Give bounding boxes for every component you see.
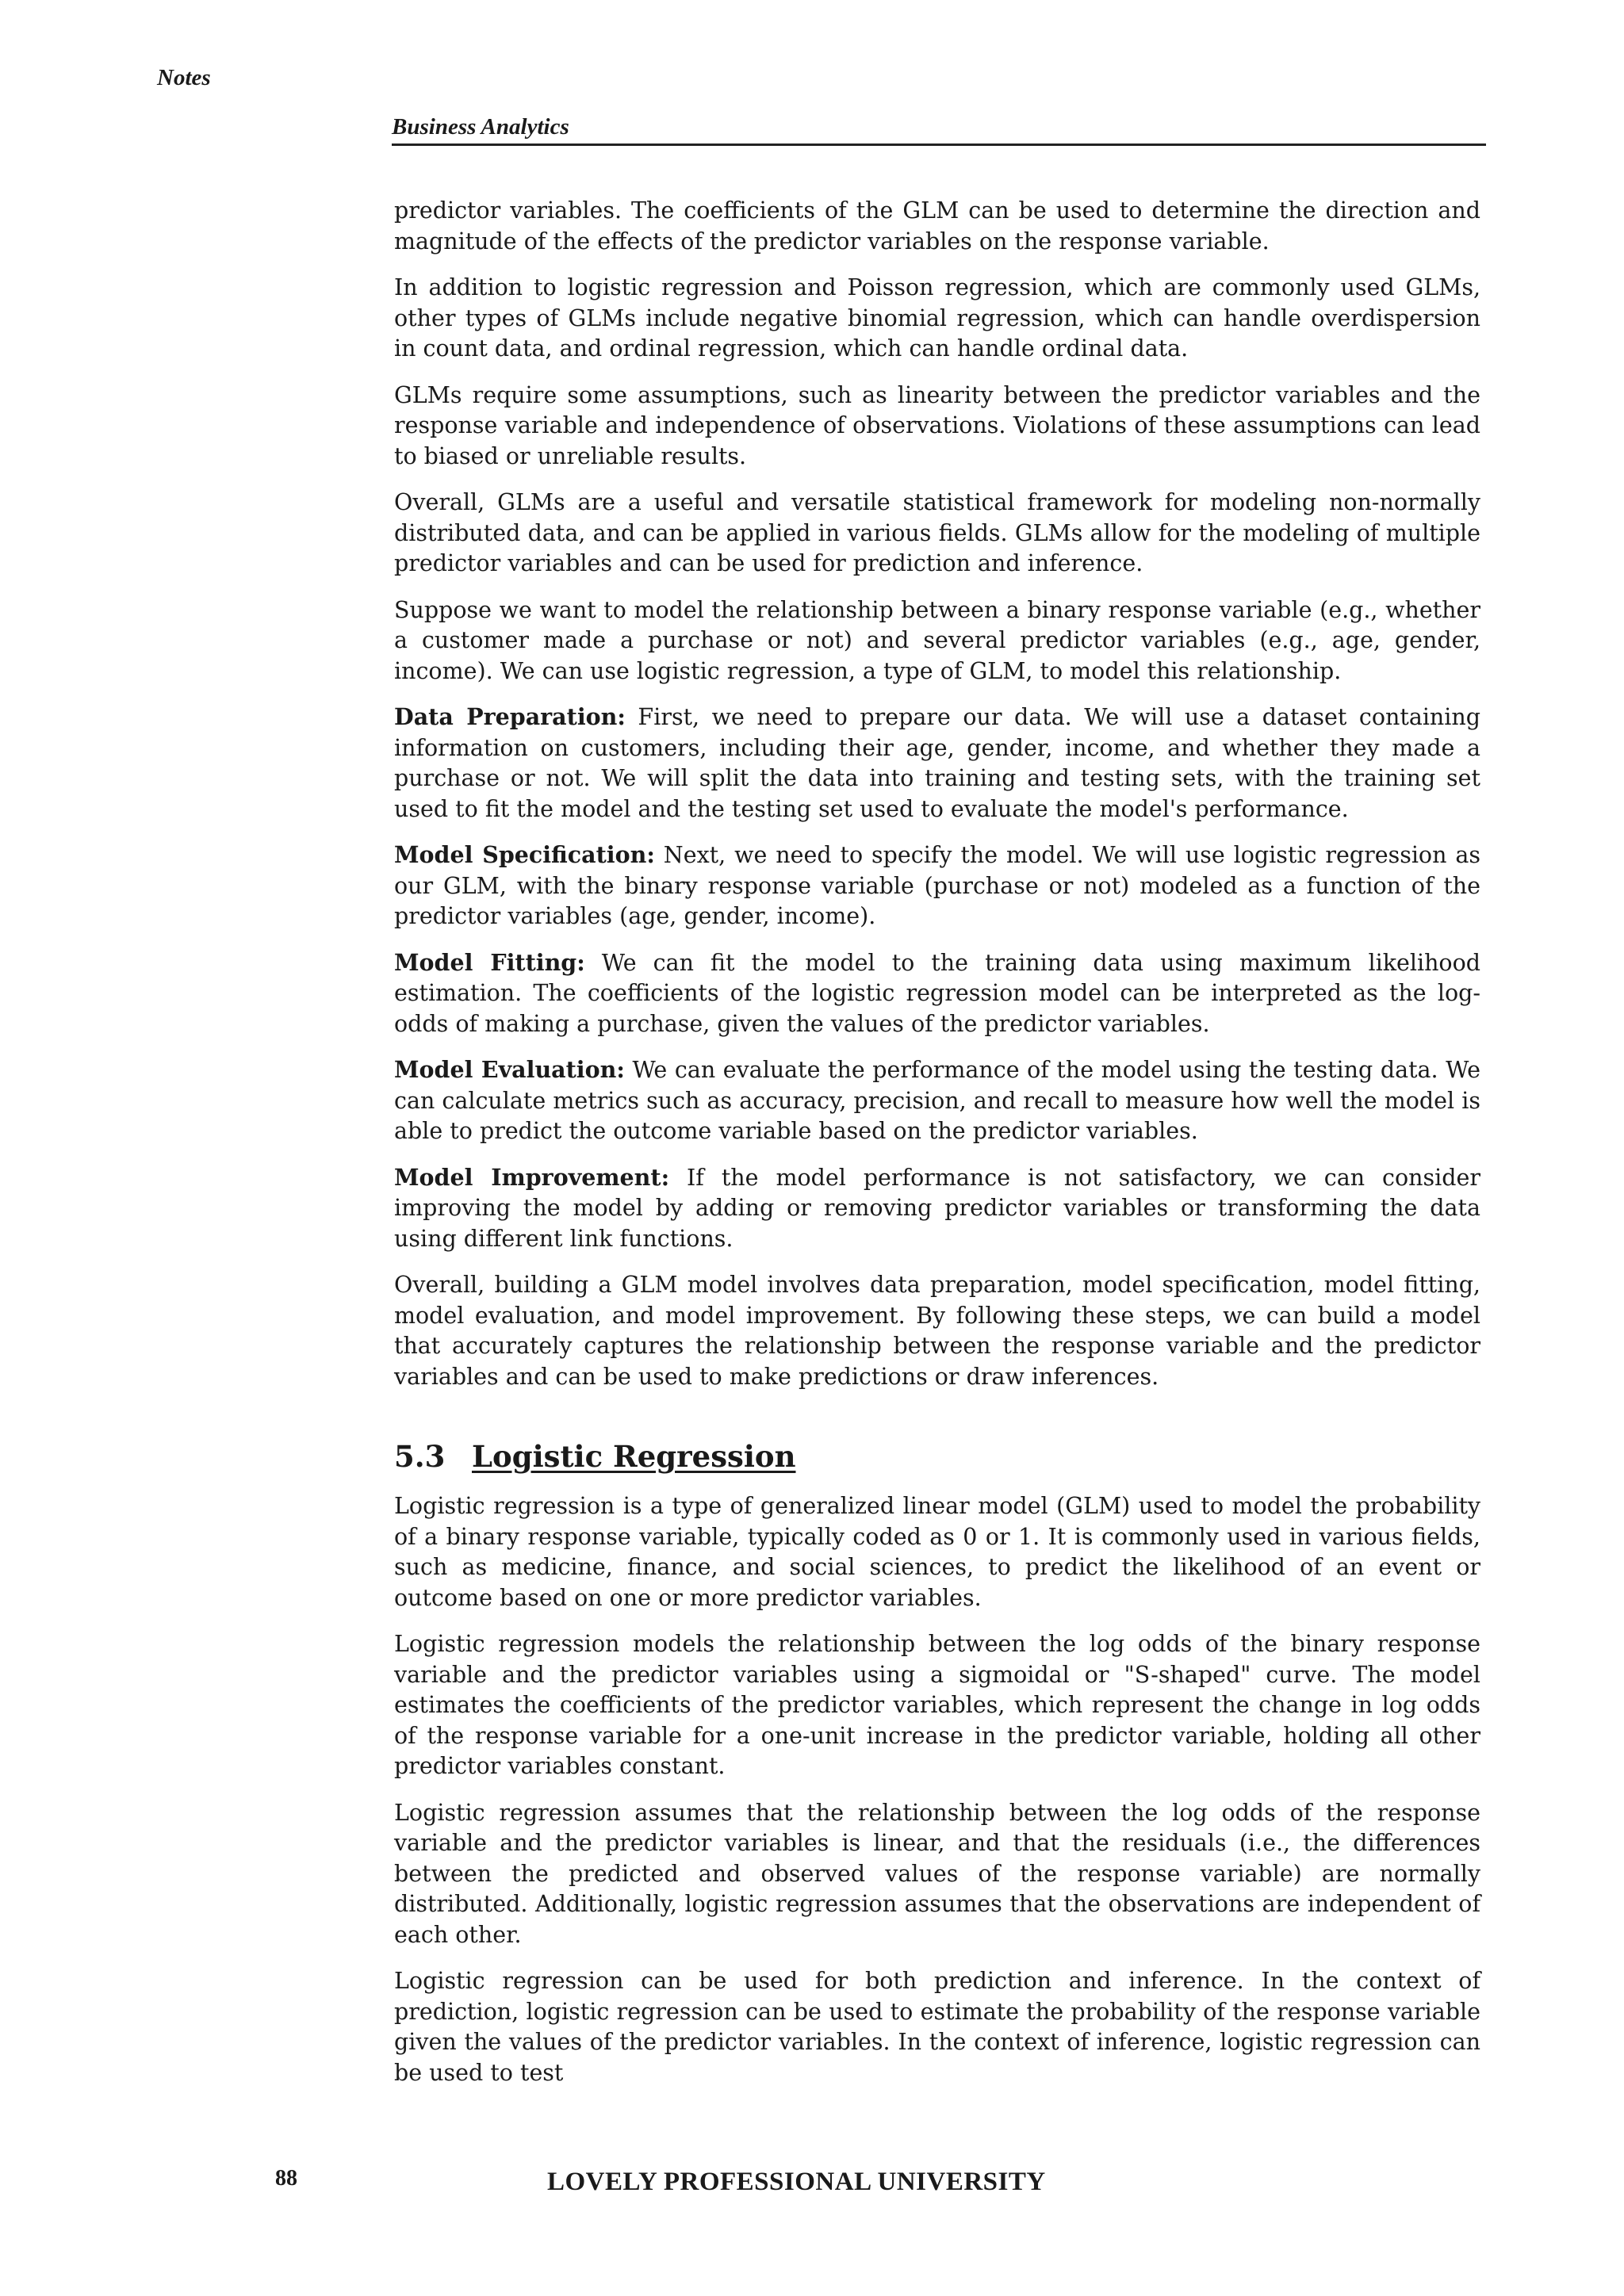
body-paragraph [394, 840, 1480, 932]
paragraph-lead: Model Evaluation: [394, 1056, 625, 1083]
body-paragraph [394, 380, 1480, 473]
body-paragraph [394, 1054, 1480, 1147]
section-number: 5.3 [394, 1439, 446, 1474]
paragraph-text: GLMs require some assumptions, such as linearity between the predictor variables and the response variable and independence of observations. Violations of these assumptions can lead to biased or unreliable results. [394, 381, 1480, 469]
body-paragraph [394, 1965, 1480, 2088]
paragraph-text: Next, we need to specify the model. We will use logistic regression as our GLM, with the binary response variable (purchase or not) modeled as a function of the predictor variables (age, gender, income). [394, 842, 1480, 929]
body-paragraph [394, 195, 1480, 257]
running-header-title: Business Analytics [392, 114, 1486, 146]
paragraph-text: In addition to logistic regression and Poisson regression, which are commonly used GLMs, other types of GLMs include negative binomial regression, which can handle overdispersion in count data, and ordinal regression, which can handle ordinal data. [394, 274, 1480, 362]
body-paragraph [394, 487, 1480, 580]
paragraph-text: If the model performance is not satisfactory, we can consider improving the model by adding or removing predictor variables or transforming the data using different link functions. [394, 1164, 1480, 1252]
body-paragraph [394, 1797, 1480, 1951]
paragraph-text: Overall, building a GLM model involves data preparation, model specification, model fitting, model evaluation, and model improvement. By following these steps, we can build a model that accurately captures the relationship between the response variable and the predictor variables and can be used to make predictions or draw inferences. [394, 1272, 1480, 1390]
section-title: Logistic Regression [472, 1439, 796, 1474]
paragraph-lead: Model Fitting: [394, 948, 585, 976]
page-body [394, 195, 1480, 2103]
paragraph-text: Logistic regression can be used for both prediction and inference. In the context of prediction, logistic regression can be used to estimate the probability of the response variable given the values of the predictor variables. In the context of inference, logistic regression can be used to test [394, 1968, 1480, 2086]
body-paragraph [394, 947, 1480, 1040]
body-paragraph [394, 595, 1480, 687]
margin-notes-label: Notes [157, 65, 211, 90]
section-heading [394, 1438, 1480, 1475]
paragraph-text: First, we need to prepare our data. We will use a dataset containing information on customers, including their age, gender, income, and whether they made a purchase or not. We will split the data into training and testing sets, with the training set used to fit the model and the testing set used to evaluate the model's performance. [394, 704, 1481, 822]
body-paragraph [394, 1162, 1480, 1255]
body-paragraph [394, 702, 1480, 825]
paragraph-text: We can evaluate the performance of the model using the testing data. We can calculate metrics such as accuracy, precision, and recall to measure how well the model is able to predict the outcome variable based on the predictor variables. [394, 1057, 1480, 1144]
paragraph-text: Logistic regression is a type of generalized linear model (GLM) used to model the probability of a binary response variable, typically coded as 0 or 1. It is commonly used in various fields, such as medicine, finance, and social sciences, to predict the likelihood of an event or outcome based on one or more predictor variables. [394, 1493, 1480, 1611]
paragraphs-before-section [394, 195, 1480, 1392]
body-paragraph [394, 1269, 1480, 1392]
paragraph-text: We can fit the model to the training data using maximum likelihood estimation. The coefficients of the logistic regression model can be interpreted as the log-odds of making a purchase, given the values of the predictor variables. [394, 949, 1480, 1037]
paragraph-lead: Data Preparation: [394, 703, 626, 730]
body-paragraph [394, 272, 1480, 365]
paragraph-text: Overall, GLMs are a useful and versatile statistical framework for modeling non-normally distributed data, and can be applied in various fields. GLMs allow for the modeling of multiple predictor variables and can be used for prediction and inference. [394, 489, 1480, 576]
paragraph-text: predictor variables. The coefficients of the GLM can be used to determine the direction and magnitude of the effects of the predictor variables on the response variable. [394, 197, 1480, 254]
paragraph-lead: Model Specification: [394, 841, 655, 868]
paragraphs-after-section [394, 1490, 1480, 2088]
paragraph-text: Suppose we want to model the relationship between a binary response variable (e.g., whether a customer made a purchase or not) and several predictor variables (e.g., age, gender, income). We can use logistic regression, a type of GLM, to model this relationship. [394, 596, 1480, 684]
page-number: 88 [275, 2166, 297, 2191]
paragraph-text: Logistic regression assumes that the relationship between the log odds of the response variable and the predictor variables is linear, and that the residuals (i.e., the differences between the predicted and observed values of the response variable) are normally distributed. Additionally, logistic regression assumes that the observations are independent of each other. [394, 1799, 1480, 1948]
paragraph-lead: Model Improvement: [394, 1163, 670, 1191]
paragraph-text: Logistic regression models the relationship between the log odds of the binary response variable and the predictor variables using a sigmoidal or "S-shaped" curve. The model estimates the coefficients of the predictor variables, which represent the change in log odds of the response variable for a one-unit increase in the predictor variable, holding all other predictor variables constant. [394, 1631, 1480, 1779]
footer-university-name: LOVELY PROFESSIONAL UNIVERSITY [547, 2168, 1046, 2196]
body-paragraph [394, 1490, 1480, 1613]
body-paragraph [394, 1628, 1480, 1782]
